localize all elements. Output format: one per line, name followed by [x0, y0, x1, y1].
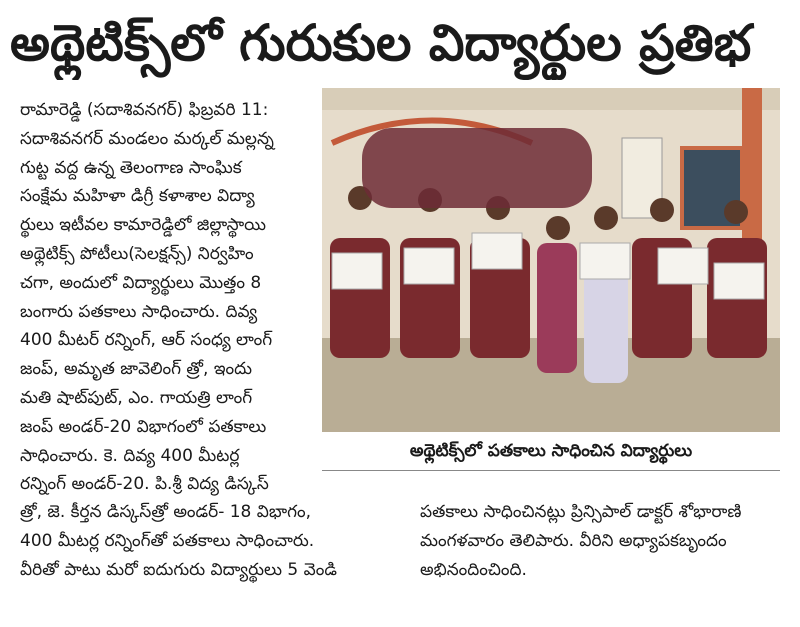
article-line: చగా, అందులో విద్యార్థులు మొత్తం 8 [20, 272, 262, 293]
caption-divider [322, 470, 780, 471]
article-column-bottom-right [420, 498, 790, 584]
headline: అథ్లెటిక్స్‌లో గురుకుల విద్యార్థుల ప్రతిభ [10, 14, 752, 72]
article-column-bottom-left [20, 498, 410, 584]
photo-caption: అథ్లెటిక్స్‌లో పతకాలు సాధించిన విద్యార్థులు [409, 441, 693, 461]
article-line: వీరితో పాటు మరో ఐదుగురు విద్యార్థులు 5 వెండి [20, 559, 337, 580]
article-line: మతి షాట్‌పుట్, ఎం. గాయత్రి లాంగ్ [20, 387, 253, 408]
article-line: రామారెడ్డి (సదాశివనగర్) ఫిబ్రవరి 11: [20, 100, 269, 120]
article-line: అథ్లెటిక్స్ పోటీలు(సెలక్షన్స్) నిర్వహిం [20, 243, 254, 264]
article-line: సదాశివనగర్ మండలం మర్కల్ మల్లన్న [20, 128, 274, 149]
article-line: గుట్ట వద్ద ఉన్న తెలంగాణ సాంఘిక [20, 157, 242, 178]
article-line: ర్థులు ఇటీవల కామారెడ్డిలో జిల్లాస్థాయి [20, 215, 266, 236]
group-photo-illustration [322, 88, 780, 432]
article-line: అభినందించింది. [420, 559, 527, 580]
article-line: త్రో, జె. కీర్తన డిస్కస్‌త్రో అండర్- 18 విభాగం, [20, 502, 312, 522]
article-line: 400 మీటర్ రన్నింగ్, ఆర్ సంధ్య లాంగ్ [20, 330, 273, 351]
group-photo [322, 88, 780, 432]
article-line: బంగారు పతకాలు సాధించారు. దివ్య [20, 301, 258, 322]
article-column-left [20, 96, 320, 499]
article-line: మంగళవారం తెలిపారు. వీరిని అధ్యాపకబృందం [420, 530, 727, 551]
article-line: జంప్, అమృత జావెలింగ్ త్రో, ఇందు [20, 359, 253, 380]
article-line: సంక్షేమ మహిళా డిగ్రీ కళాశాల విద్యా [20, 186, 255, 207]
article-line: రన్నింగ్ అండర్-20. పి.శ్రీ విద్య డిస్కస్ [20, 474, 269, 495]
article-line: సాధించారు. కె. దివ్య 400 మీటర్ల [20, 445, 240, 466]
article-line: జంప్ అండర్-20 విభాగంలో పతకాలు [20, 416, 267, 437]
article-line: పతకాలు సాధించినట్లు ప్రిన్సిపాల్ డాక్టర్ శోభారాణి [420, 502, 742, 522]
article-line: 400 మీటర్ల రన్నింగ్‌తో పతకాలు సాధించారు. [20, 530, 315, 551]
